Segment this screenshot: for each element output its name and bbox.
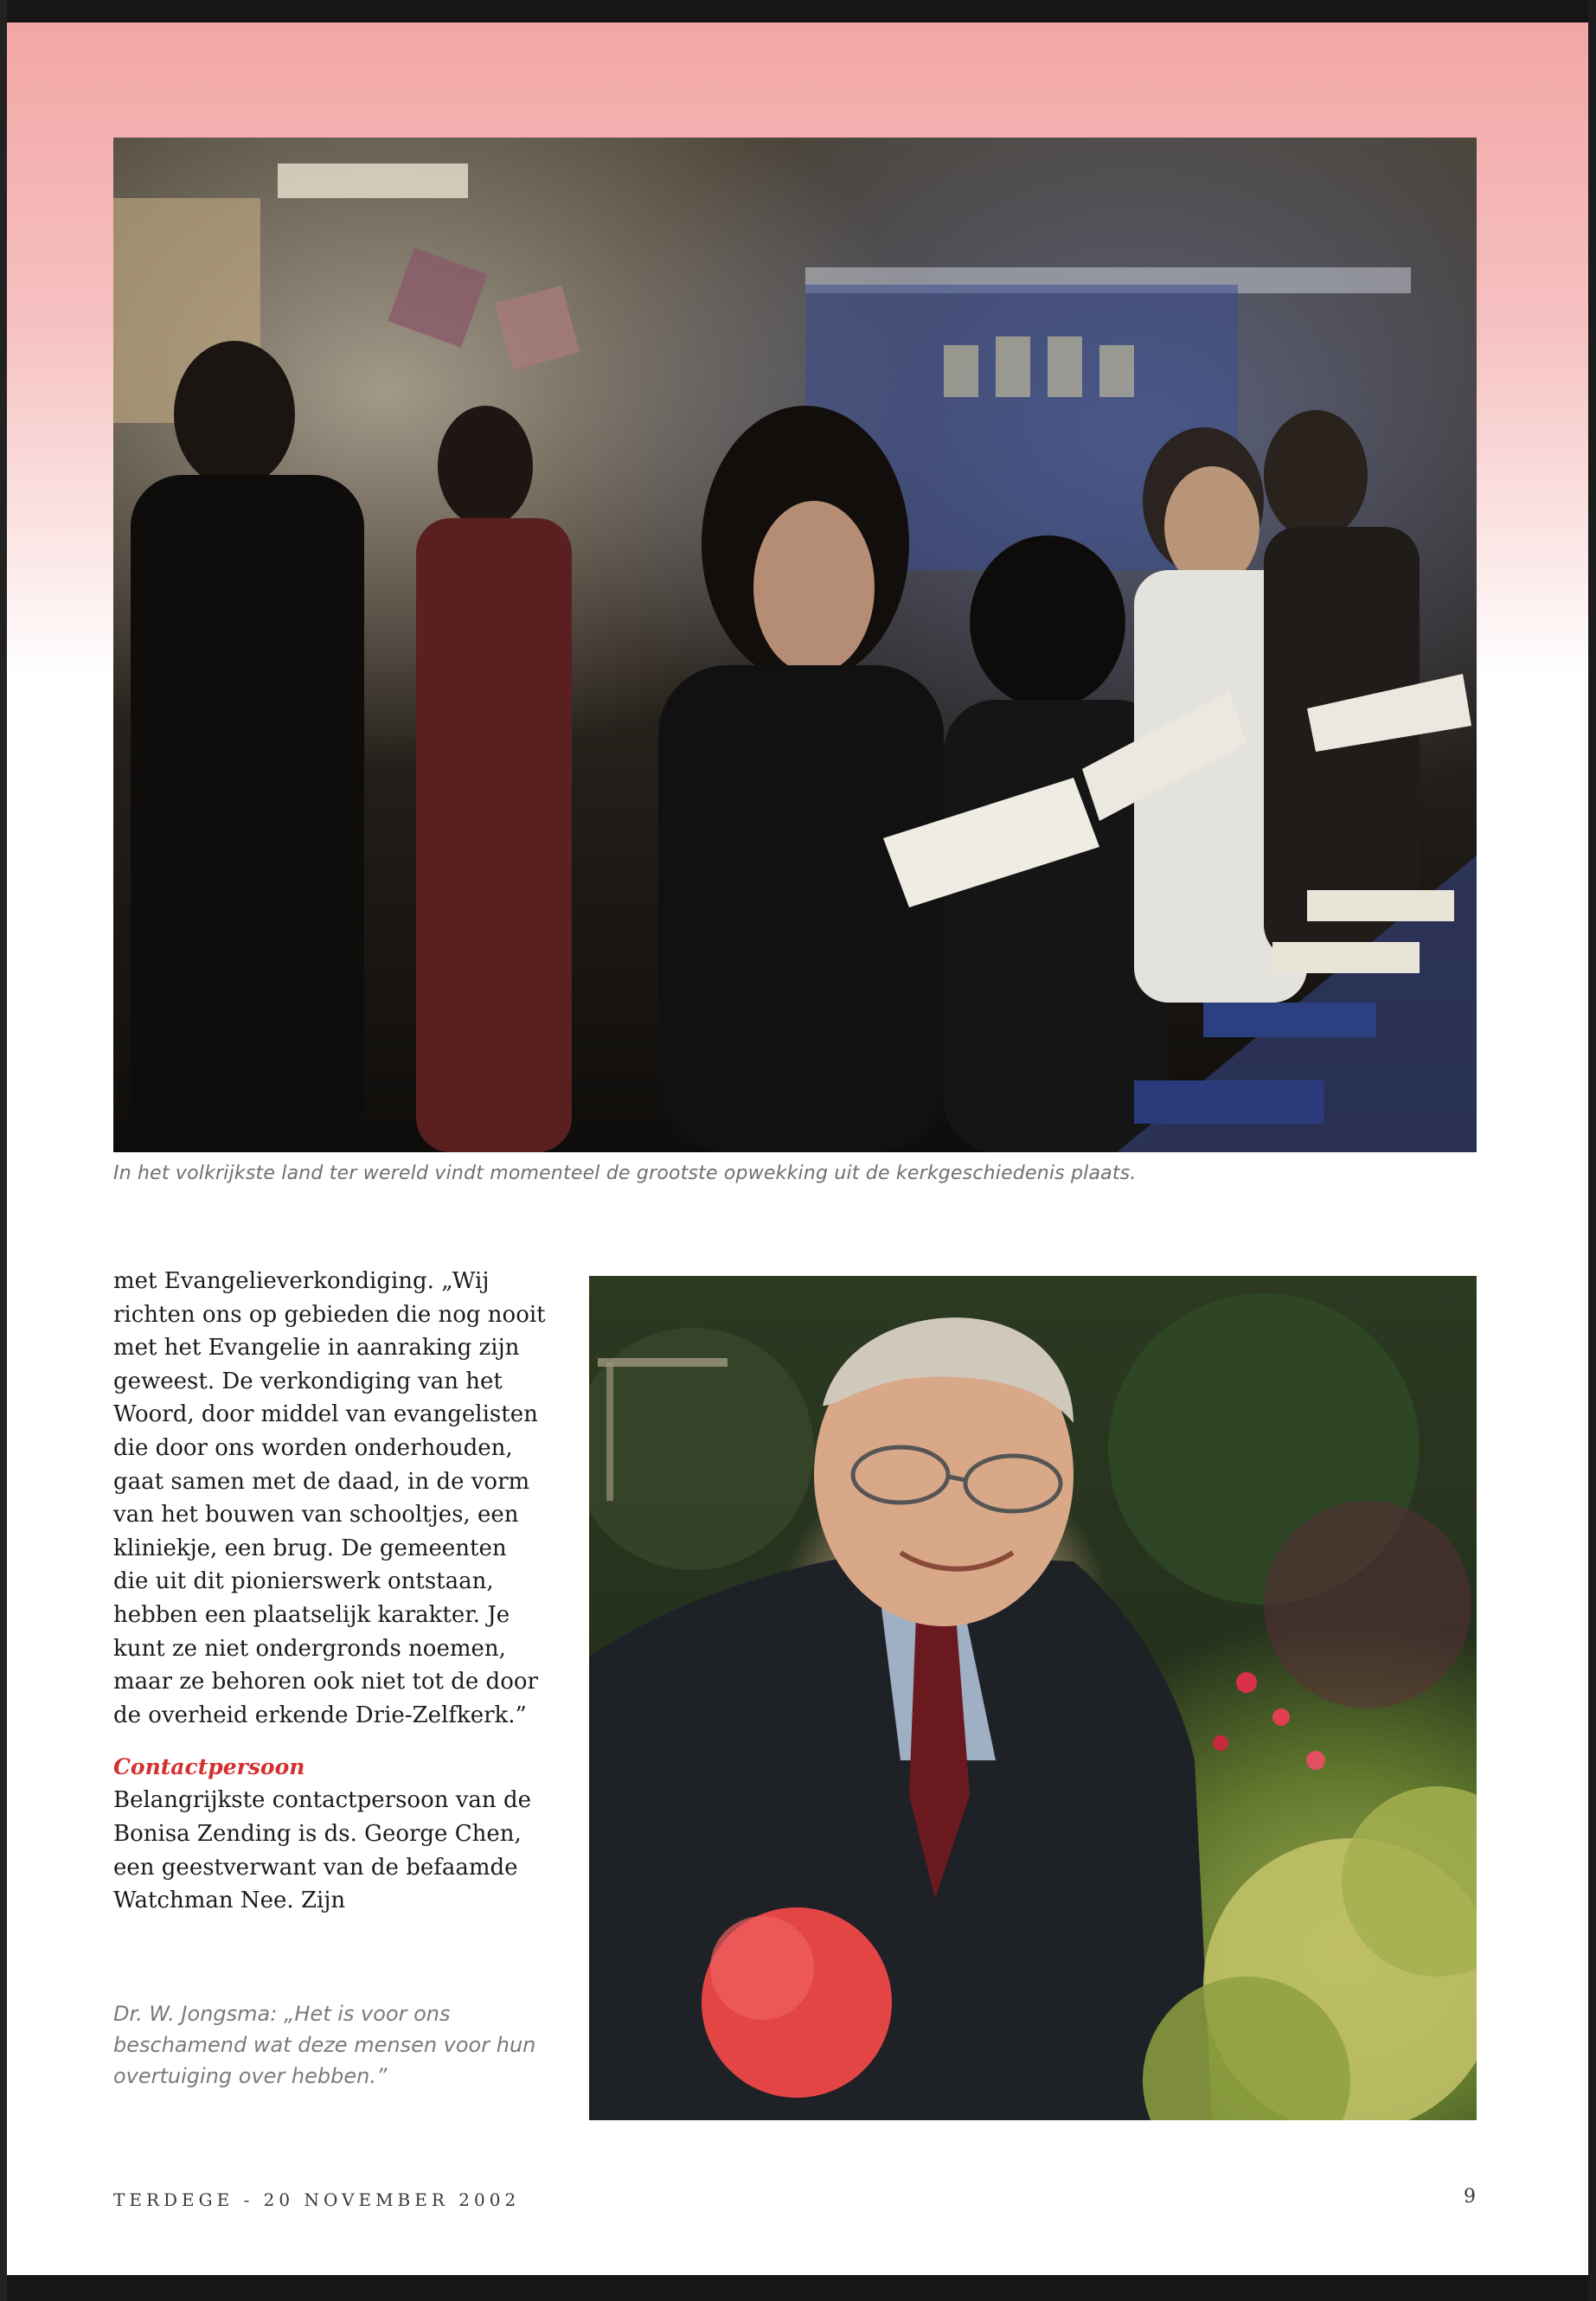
publication-footer: TERDEGE - 20 NOVEMBER 2002 [113,2189,521,2210]
portrait-illustration [589,1276,1477,2120]
page-border [0,0,1596,22]
page-border [0,2275,1596,2301]
book-fair-illustration [113,138,1477,1152]
book-fair-photo [113,138,1477,1152]
portrait-caption: Dr. W. Jongsma: „Het is voor ons beschamend wat deze mensen voor hun overtuiging over hebben.” [113,2002,536,2088]
page-border [0,0,7,2301]
article-paragraph: met Evangelieverkondiging. „Wij richten ons op gebieden die nog nooit met het Evangelie in aanraking zijn geweest. De verkondiging van het Woord, door middel van evangelisten die door ons worden onderhouden, gaat samen met de daad, in de vorm van het bouwen van schooltjes, een kliniekje, een brug. De gemeenten die uit dit pionierswerk ontstaan, hebben een plaatselijk karakter. Je kunt ze niet ondergronds noemen, maar ze behoren ook niet tot de door de overheid erkende Drie-Zelfkerk.” [113,1268,546,1728]
portrait-photo [589,1276,1477,2120]
article-paragraph: Belangrijkste contactpersoon van de Bonisa Zending is ds. George Chen, een geestverwant van de befaamde Watchman Nee. Zijn [113,1787,531,1914]
article-body [113,1265,546,1918]
page-border [1588,0,1596,2301]
page-number: 9 [1464,2186,1476,2208]
subheading: Contactpersoon [113,1754,305,1780]
book-fair-caption: In het volkrijkste land ter wereld vindt momenteel de grootste opwekking uit de kerkgeschiedenis plaats. [113,1163,1137,1184]
